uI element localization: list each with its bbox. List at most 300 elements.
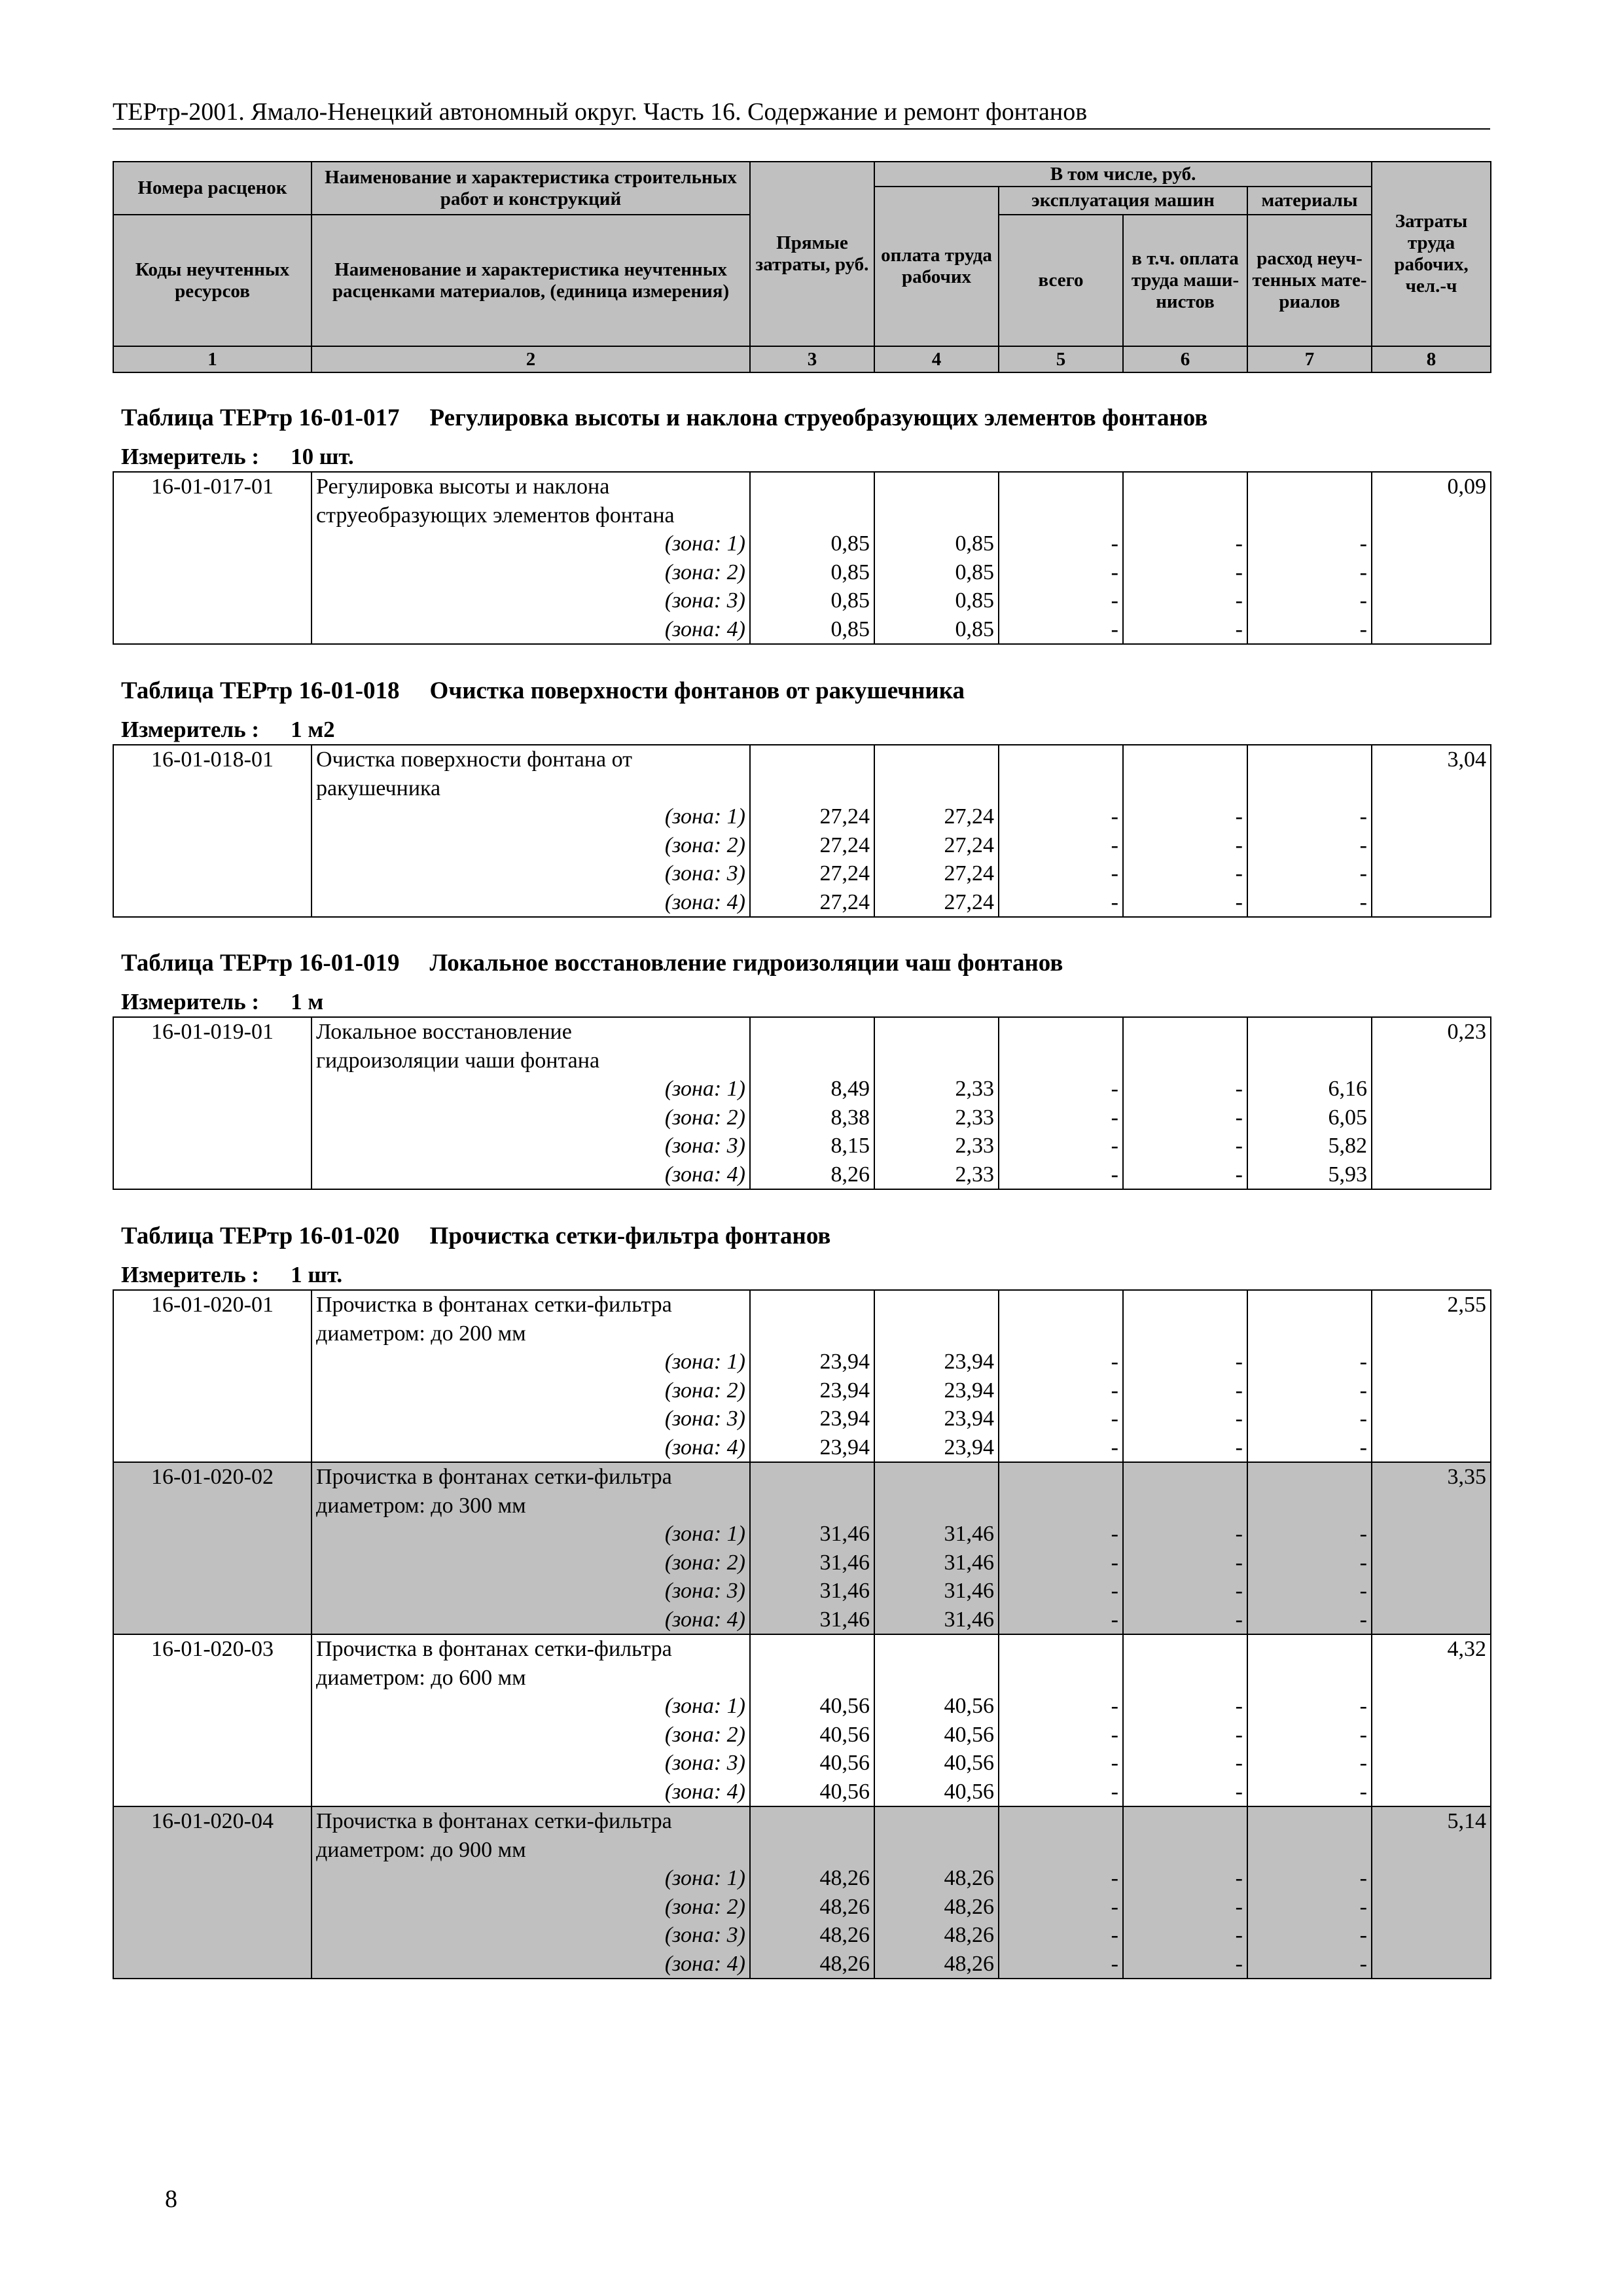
direct-cost: 31,46 xyxy=(750,1520,874,1549)
empty-cell xyxy=(113,1893,312,1922)
materials-cost: - xyxy=(1247,1921,1372,1950)
zone-label: (зона: 3) xyxy=(312,1921,750,1950)
zone-label: (зона: 2) xyxy=(312,831,750,860)
meter-value: 1 шт. xyxy=(291,1262,343,1287)
rate-code: 16-01-019-01 xyxy=(113,1017,312,1047)
wages-cost: 31,46 xyxy=(874,1577,999,1605)
table-row xyxy=(113,745,1491,774)
column-number: 8 xyxy=(1372,346,1491,372)
empty-cell xyxy=(1247,1319,1372,1348)
materials-cost: - xyxy=(1247,1348,1372,1376)
wages-cost: 31,46 xyxy=(874,1549,999,1577)
meter-label: Измеритель : xyxy=(121,444,260,469)
materials-cost: - xyxy=(1247,859,1372,888)
section-table-title: Регулировка высоты и наклона струеобразующих элементов фонтанов xyxy=(429,404,1208,431)
machinist-cost: - xyxy=(1123,1376,1247,1405)
direct-cost: 0,85 xyxy=(750,558,874,587)
materials-cost: - xyxy=(1247,558,1372,587)
wages-cost: 48,26 xyxy=(874,1950,999,1979)
rate-name: Регулировка высоты и наклона xyxy=(312,472,750,501)
empty-cell xyxy=(1372,1433,1491,1463)
wages-cost: 27,24 xyxy=(874,802,999,831)
empty-cell xyxy=(1372,1549,1491,1577)
empty-cell xyxy=(113,1921,312,1950)
empty-cell xyxy=(874,1462,999,1492)
empty-cell xyxy=(1372,1893,1491,1922)
empty-cell xyxy=(1247,1806,1372,1836)
rate-name-continued: ракушечника xyxy=(312,774,750,803)
machinist-cost: - xyxy=(1123,586,1247,615)
empty-cell xyxy=(1247,1290,1372,1319)
direct-cost: 0,85 xyxy=(750,529,874,558)
empty-cell xyxy=(1372,1103,1491,1132)
empty-cell xyxy=(1372,1836,1491,1865)
empty-cell xyxy=(1372,1405,1491,1433)
empty-cell xyxy=(750,1664,874,1693)
rate-name: Прочистка в фонтанах сетки-фильтра xyxy=(312,1462,750,1492)
materials-cost: - xyxy=(1247,1749,1372,1778)
empty-cell xyxy=(113,1864,312,1893)
empty-cell xyxy=(113,501,312,530)
empty-cell xyxy=(1372,586,1491,615)
rate-table xyxy=(113,1016,1491,1190)
zone-label: (зона: 1) xyxy=(312,1520,750,1549)
zone-label: (зона: 4) xyxy=(312,888,750,918)
empty-cell xyxy=(1247,501,1372,530)
column-number: 3 xyxy=(750,346,874,372)
empty-cell xyxy=(113,1160,312,1190)
header-machinist-wages: в т.ч. оплата труда маши-нистов xyxy=(1123,215,1247,346)
empty-cell xyxy=(113,1749,312,1778)
wages-cost: 0,85 xyxy=(874,558,999,587)
meter-value: 1 м2 xyxy=(291,717,335,742)
zone-label: (зона: 1) xyxy=(312,1692,750,1721)
direct-cost: 23,94 xyxy=(750,1348,874,1376)
materials-cost: 5,82 xyxy=(1247,1132,1372,1160)
materials-cost: 6,16 xyxy=(1247,1075,1372,1103)
empty-cell xyxy=(1372,1132,1491,1160)
machinist-cost: - xyxy=(1123,1075,1247,1103)
materials-cost: - xyxy=(1247,1605,1372,1635)
zone-label: (зона: 3) xyxy=(312,1405,750,1433)
empty-cell xyxy=(113,529,312,558)
empty-cell xyxy=(1372,774,1491,803)
empty-cell xyxy=(750,1319,874,1348)
empty-cell xyxy=(1372,1664,1491,1693)
empty-cell xyxy=(113,1075,312,1103)
empty-cell xyxy=(1372,831,1491,860)
zone-row xyxy=(113,1893,1491,1922)
direct-cost: 0,85 xyxy=(750,586,874,615)
rate-name-continued: струеобразующих элементов фонтана xyxy=(312,501,750,530)
column-number: 1 xyxy=(113,346,312,372)
machinist-cost: - xyxy=(1123,1778,1247,1807)
direct-cost: 40,56 xyxy=(750,1692,874,1721)
materials-cost: - xyxy=(1247,1721,1372,1749)
machines-cost: - xyxy=(999,529,1123,558)
direct-cost: 48,26 xyxy=(750,1950,874,1979)
empty-cell xyxy=(1247,1664,1372,1693)
zone-row xyxy=(113,558,1491,587)
empty-cell xyxy=(1123,774,1247,803)
zone-row xyxy=(113,529,1491,558)
empty-cell xyxy=(1247,774,1372,803)
direct-cost: 27,24 xyxy=(750,831,874,860)
empty-cell xyxy=(113,1405,312,1433)
machines-cost: - xyxy=(999,586,1123,615)
header-wages: оплата труда рабочих xyxy=(874,187,999,346)
zone-label: (зона: 2) xyxy=(312,558,750,587)
meter-label: Измеритель : xyxy=(121,1262,260,1287)
direct-cost: 23,94 xyxy=(750,1405,874,1433)
empty-cell xyxy=(1247,1492,1372,1520)
materials-cost: - xyxy=(1247,1376,1372,1405)
machinist-cost: - xyxy=(1123,1921,1247,1950)
empty-cell xyxy=(113,586,312,615)
machines-cost: - xyxy=(999,1376,1123,1405)
empty-cell xyxy=(113,1778,312,1807)
running-head: ТЕРтр-2001. Ямало-Ненецкий автономный округ. Часть 16. Содержание и ремонт фонтанов xyxy=(113,97,1490,130)
direct-cost: 8,26 xyxy=(750,1160,874,1190)
empty-cell xyxy=(1247,1634,1372,1664)
rate-code: 16-01-020-02 xyxy=(113,1462,312,1492)
machinist-cost: - xyxy=(1123,1160,1247,1190)
empty-cell xyxy=(750,774,874,803)
materials-cost: - xyxy=(1247,1405,1372,1433)
direct-cost: 23,94 xyxy=(750,1376,874,1405)
empty-cell xyxy=(113,1520,312,1549)
column-number: 7 xyxy=(1247,346,1372,372)
machinist-cost: - xyxy=(1123,1950,1247,1979)
empty-cell xyxy=(750,1290,874,1319)
rate-name: Прочистка в фонтанах сетки-фильтра xyxy=(312,1806,750,1836)
machinist-cost: - xyxy=(1123,1348,1247,1376)
empty-cell xyxy=(113,831,312,860)
header-materials: материалы xyxy=(1247,187,1372,215)
direct-cost: 31,46 xyxy=(750,1577,874,1605)
table-row xyxy=(113,1836,1491,1865)
empty-cell xyxy=(1372,1376,1491,1405)
machines-cost: - xyxy=(999,1692,1123,1721)
empty-cell xyxy=(113,859,312,888)
machinist-cost: - xyxy=(1123,529,1247,558)
empty-cell xyxy=(1372,802,1491,831)
rate-name-continued: гидроизоляции чаши фонтана xyxy=(312,1047,750,1075)
rate-code: 16-01-020-01 xyxy=(113,1290,312,1319)
zone-row xyxy=(113,1433,1491,1463)
empty-cell xyxy=(113,774,312,803)
machines-cost: - xyxy=(999,1721,1123,1749)
section-table-label: Таблица ТЕРтр 16-01-019 xyxy=(121,950,400,977)
empty-cell xyxy=(999,1492,1123,1520)
empty-cell xyxy=(874,745,999,774)
materials-cost: - xyxy=(1247,1549,1372,1577)
zone-label: (зона: 2) xyxy=(312,1376,750,1405)
table-row xyxy=(113,1017,1491,1047)
empty-cell xyxy=(874,1806,999,1836)
zone-label: (зона: 2) xyxy=(312,1549,750,1577)
machinist-cost: - xyxy=(1123,831,1247,860)
zone-row xyxy=(113,1103,1491,1132)
materials-cost: - xyxy=(1247,1950,1372,1979)
table-row xyxy=(113,1634,1491,1664)
wages-cost: 2,33 xyxy=(874,1160,999,1190)
rate-name-continued: диаметром: до 300 мм xyxy=(312,1492,750,1520)
empty-cell xyxy=(1123,1319,1247,1348)
empty-cell xyxy=(1247,745,1372,774)
rate-table xyxy=(113,1289,1491,1979)
materials-cost: - xyxy=(1247,1893,1372,1922)
zone-row xyxy=(113,1749,1491,1778)
rate-code: 16-01-020-03 xyxy=(113,1634,312,1664)
wages-cost: 2,33 xyxy=(874,1132,999,1160)
zone-row xyxy=(113,1160,1491,1190)
wages-cost: 40,56 xyxy=(874,1721,999,1749)
section-table-title: Очистка поверхности фонтанов от ракушечника xyxy=(429,677,965,704)
empty-cell xyxy=(1123,1664,1247,1693)
header-work-name: Наименование и характеристика строительных работ и конструкций xyxy=(312,162,750,215)
wages-cost: 40,56 xyxy=(874,1778,999,1807)
materials-cost: - xyxy=(1247,1778,1372,1807)
empty-cell xyxy=(750,745,874,774)
zone-row xyxy=(113,859,1491,888)
materials-cost: - xyxy=(1247,1577,1372,1605)
empty-cell xyxy=(113,1664,312,1693)
zone-row xyxy=(113,1405,1491,1433)
meter-value: 1 м xyxy=(291,989,324,1014)
section-table-label: Таблица ТЕРтр 16-01-018 xyxy=(121,677,400,704)
empty-cell xyxy=(1372,1692,1491,1721)
empty-cell xyxy=(999,501,1123,530)
wages-cost: 27,24 xyxy=(874,831,999,860)
table-row xyxy=(113,501,1491,530)
direct-cost: 8,15 xyxy=(750,1132,874,1160)
column-number: 4 xyxy=(874,346,999,372)
empty-cell xyxy=(1372,1864,1491,1893)
zone-label: (зона: 3) xyxy=(312,859,750,888)
materials-cost: 6,05 xyxy=(1247,1103,1372,1132)
section-title xyxy=(121,1222,830,1251)
empty-cell xyxy=(999,1047,1123,1075)
materials-cost: - xyxy=(1247,586,1372,615)
wages-cost: 27,24 xyxy=(874,859,999,888)
zone-label: (зона: 1) xyxy=(312,802,750,831)
table-row xyxy=(113,472,1491,501)
wages-cost: 2,33 xyxy=(874,1075,999,1103)
empty-cell xyxy=(999,1836,1123,1865)
machines-cost: - xyxy=(999,1549,1123,1577)
empty-cell xyxy=(750,1047,874,1075)
zone-row xyxy=(113,1864,1491,1893)
zone-label: (зона: 2) xyxy=(312,1893,750,1922)
section-title xyxy=(121,404,1207,433)
empty-cell xyxy=(113,558,312,587)
empty-cell xyxy=(1247,1047,1372,1075)
zone-label: (зона: 1) xyxy=(312,529,750,558)
direct-cost: 27,24 xyxy=(750,859,874,888)
direct-cost: 48,26 xyxy=(750,1893,874,1922)
empty-cell xyxy=(113,1319,312,1348)
empty-cell xyxy=(1372,1778,1491,1807)
table-row xyxy=(113,1664,1491,1693)
direct-cost: 40,56 xyxy=(750,1721,874,1749)
rate-table xyxy=(113,744,1491,918)
machinist-cost: - xyxy=(1123,1520,1247,1549)
section-table-title: Локальное восстановление гидроизоляции чаш фонтанов xyxy=(429,950,1063,977)
empty-cell xyxy=(874,1664,999,1693)
zone-label: (зона: 1) xyxy=(312,1348,750,1376)
wages-cost: 48,26 xyxy=(874,1893,999,1922)
machinist-cost: - xyxy=(1123,558,1247,587)
zone-row xyxy=(113,1605,1491,1635)
rate-name: Прочистка в фонтанах сетки-фильтра xyxy=(312,1634,750,1664)
direct-cost: 48,26 xyxy=(750,1921,874,1950)
materials-cost: - xyxy=(1247,615,1372,645)
machines-cost: - xyxy=(999,831,1123,860)
empty-cell xyxy=(999,1017,1123,1047)
direct-cost: 27,24 xyxy=(750,802,874,831)
zone-row xyxy=(113,888,1491,918)
empty-cell xyxy=(999,1462,1123,1492)
machines-cost: - xyxy=(999,1520,1123,1549)
empty-cell xyxy=(113,1692,312,1721)
zone-label: (зона: 2) xyxy=(312,1103,750,1132)
header-including: В том числе, руб. xyxy=(874,162,1372,187)
machines-cost: - xyxy=(999,1749,1123,1778)
labor-cost: 0,23 xyxy=(1372,1017,1491,1047)
machinist-cost: - xyxy=(1123,888,1247,918)
empty-cell xyxy=(1372,1520,1491,1549)
labor-cost: 4,32 xyxy=(1372,1634,1491,1664)
rate-name: Прочистка в фонтанах сетки-фильтра xyxy=(312,1290,750,1319)
empty-cell xyxy=(874,1047,999,1075)
zone-row xyxy=(113,1348,1491,1376)
zone-row xyxy=(113,615,1491,645)
column-number: 5 xyxy=(999,346,1123,372)
materials-cost: - xyxy=(1247,1520,1372,1549)
header-rate-numbers: Номера расценок xyxy=(113,162,312,215)
empty-cell xyxy=(999,1806,1123,1836)
empty-cell xyxy=(1123,1492,1247,1520)
empty-cell xyxy=(750,472,874,501)
header-materials-consumption: расход неуч-тенных мате-риалов xyxy=(1247,215,1372,346)
empty-cell xyxy=(1247,1017,1372,1047)
materials-cost: - xyxy=(1247,831,1372,860)
machines-cost: - xyxy=(999,1405,1123,1433)
zone-label: (зона: 1) xyxy=(312,1864,750,1893)
zone-label: (зона: 1) xyxy=(312,1075,750,1103)
empty-cell xyxy=(1372,1075,1491,1103)
wages-cost: 31,46 xyxy=(874,1605,999,1635)
empty-cell xyxy=(999,1664,1123,1693)
table-row xyxy=(113,1806,1491,1836)
header-machines-total: всего xyxy=(999,215,1123,346)
table-row xyxy=(113,1047,1491,1075)
empty-cell xyxy=(113,1376,312,1405)
machinist-cost: - xyxy=(1123,1721,1247,1749)
zone-label: (зона: 3) xyxy=(312,586,750,615)
empty-cell xyxy=(1123,1634,1247,1664)
empty-cell xyxy=(874,1634,999,1664)
machinist-cost: - xyxy=(1123,1103,1247,1132)
materials-cost: - xyxy=(1247,1864,1372,1893)
labor-cost: 3,04 xyxy=(1372,745,1491,774)
empty-cell xyxy=(1372,1577,1491,1605)
empty-cell xyxy=(1372,1921,1491,1950)
materials-cost: - xyxy=(1247,529,1372,558)
empty-cell xyxy=(113,1549,312,1577)
empty-cell xyxy=(113,1605,312,1635)
machines-cost: - xyxy=(999,1864,1123,1893)
empty-cell xyxy=(874,501,999,530)
zone-label: (зона: 3) xyxy=(312,1749,750,1778)
empty-cell xyxy=(874,1319,999,1348)
machines-cost: - xyxy=(999,1605,1123,1635)
empty-cell xyxy=(1247,472,1372,501)
empty-cell xyxy=(1372,501,1491,530)
machines-cost: - xyxy=(999,1160,1123,1190)
zone-row xyxy=(113,802,1491,831)
machinist-cost: - xyxy=(1123,859,1247,888)
meter-label: Измеритель : xyxy=(121,717,260,742)
empty-cell xyxy=(874,472,999,501)
zone-row xyxy=(113,1721,1491,1749)
empty-cell xyxy=(1372,1605,1491,1635)
meter-value: 10 шт. xyxy=(291,444,354,469)
machines-cost: - xyxy=(999,1950,1123,1979)
empty-cell xyxy=(999,472,1123,501)
section-table-label: Таблица ТЕРтр 16-01-020 xyxy=(121,1223,400,1249)
zone-row xyxy=(113,1075,1491,1103)
wages-cost: 0,85 xyxy=(874,586,999,615)
empty-cell xyxy=(1372,1721,1491,1749)
section-title xyxy=(121,677,965,706)
machines-cost: - xyxy=(999,1577,1123,1605)
zone-label: (зона: 4) xyxy=(312,1605,750,1635)
table-row xyxy=(113,1290,1491,1319)
machines-cost: - xyxy=(999,558,1123,587)
empty-cell xyxy=(874,1290,999,1319)
empty-cell xyxy=(1372,1492,1491,1520)
section-meter xyxy=(121,444,354,470)
empty-cell xyxy=(1123,745,1247,774)
machinist-cost: - xyxy=(1123,1433,1247,1463)
wages-cost: 23,94 xyxy=(874,1376,999,1405)
column-number: 6 xyxy=(1123,346,1247,372)
empty-cell xyxy=(113,1721,312,1749)
empty-cell xyxy=(750,501,874,530)
header-direct-costs: Прямые затраты, руб. xyxy=(750,162,874,346)
machines-cost: - xyxy=(999,1778,1123,1807)
rate-name: Локальное восстановление xyxy=(312,1017,750,1047)
empty-cell xyxy=(113,615,312,645)
empty-cell xyxy=(113,1950,312,1979)
empty-cell xyxy=(113,888,312,918)
wages-cost: 48,26 xyxy=(874,1921,999,1950)
empty-cell xyxy=(113,1492,312,1520)
wages-cost: 23,94 xyxy=(874,1348,999,1376)
wages-cost: 27,24 xyxy=(874,888,999,918)
materials-cost: 5,93 xyxy=(1247,1160,1372,1190)
wages-cost: 40,56 xyxy=(874,1749,999,1778)
machinist-cost: - xyxy=(1123,615,1247,645)
machinist-cost: - xyxy=(1123,1405,1247,1433)
page-number: 8 xyxy=(165,2185,177,2213)
machines-cost: - xyxy=(999,1433,1123,1463)
zone-label: (зона: 4) xyxy=(312,615,750,645)
wages-cost: 23,94 xyxy=(874,1433,999,1463)
empty-cell xyxy=(1123,1836,1247,1865)
